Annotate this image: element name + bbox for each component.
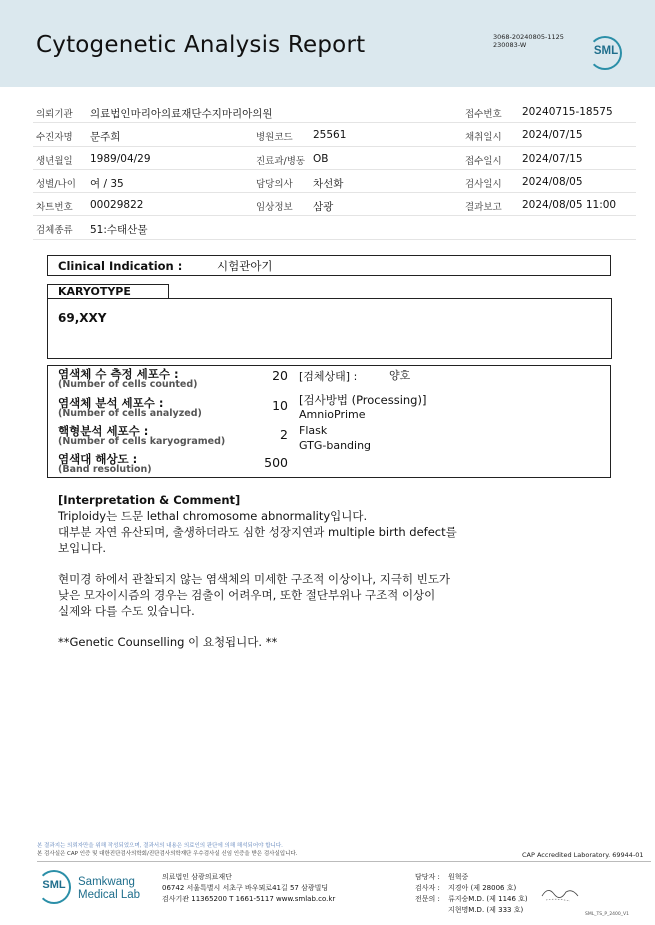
report-header (0, 0, 655, 87)
cells-karyogramed-value: 2 (280, 427, 288, 442)
specimen-status-label: [검체상태] : (299, 370, 358, 383)
comment-line: **Genetic Counselling 이 요청됩니다. ** (58, 635, 278, 649)
comment-line: 보입니다. (58, 541, 107, 555)
info-row: 차트번호 00029822 임상정보 삼광 결과보고 2024/08/05 11:00 (33, 193, 636, 216)
info-row: 성별/나이 여 / 35 담당의사 차선화 검사일시 2024/08/05 (33, 170, 636, 193)
lab-address: 의료법인 삼광의료재단 06742 서울특별시 서초구 바우뫼로41길 57 삼광빌딩 검사기관 11365200 T 1661-5117 www.smlab.co.kr (162, 873, 336, 903)
comment-heading: [Interpretation & Comment] (58, 493, 241, 507)
signature-icon (540, 882, 580, 904)
interpretation-comment (58, 492, 558, 650)
doctor: 차선화 (313, 177, 344, 190)
patient-name: 문주희 (90, 131, 121, 144)
sml-logo-text: SML (593, 45, 619, 57)
karyotype-tab: KARYOTYPE (47, 284, 169, 298)
footer-notes: 본 결과지는 의뢰자만을 위해 작성되었으며, 결과서의 내용은 의료인의 판단에 의해 해석되어야 합니다. 본 검사실은 CAP 인증 및 대한진단검사의학회/진단검사의학재단 우수검사실 신임 인증을 받은 검사실입니다. (37, 843, 298, 857)
test-date: 2024/08/05 (522, 175, 583, 188)
karyotype-value: 69,XXY (58, 311, 107, 325)
specimen-type: 51:수태산물 (90, 224, 148, 237)
cells-karyogramed: 핵형분석 세포수 : (Number of cells karyogramed) (58, 424, 226, 447)
band-resolution: 염색대 해상도 : (Band resolution) (58, 452, 152, 475)
info-row: 의뢰기관 의료법인마리아의료재단수지마리아의원 접수번호 20240715-18575 (33, 100, 636, 123)
birth-date: 1989/04/29 (90, 152, 151, 165)
hospital-code: 25561 (313, 129, 347, 142)
cells-counted-value: 20 (272, 368, 288, 383)
lab-name: Samkwang Medical Lab (78, 876, 141, 901)
sex-age: 여 / 35 (90, 177, 124, 190)
comment-line: 현미경 하에서 관찰되지 않는 염색체의 미세한 구조적 이상이나, 지극히 빈도가 (58, 572, 451, 586)
collection-date: 2024/07/15 (522, 129, 583, 142)
comment-line: 실제와 다를 수도 있습니다. (58, 604, 195, 618)
requesting-institution: 의료법인마리아의료재단수지마리아의원 (90, 108, 273, 120)
footer-divider (37, 861, 651, 862)
report-code: 3068-20240805-1125 230083-W (493, 33, 564, 49)
chart-number: 00029822 (90, 199, 144, 212)
cell-counts-box (47, 365, 611, 478)
info-row: 생년월일 1989/04/29 진료과/병동 OB 접수일시 2024/07/15 (33, 147, 636, 170)
cap-accreditation: CAP Accredited Laboratory. 69944-01 (522, 851, 644, 859)
comment-line: 대부분 자연 유산되며, 출생하더라도 심한 성장지연과 multiple birth defect를 (58, 525, 457, 539)
sml-footer-logo-text: SML (42, 879, 66, 891)
report-title: Cytogenetic Analysis Report (36, 32, 366, 58)
document-code: SML_TS_P_2400_V1 (585, 912, 629, 917)
info-row: 검체종류 51:수태산물 (33, 216, 636, 239)
method-item: Flask (299, 424, 328, 437)
band-resolution-value: 500 (264, 455, 288, 470)
cells-counted: 염색체 수 측정 세포수 : (Number of cells counted) (58, 367, 198, 390)
receipt-number: 20240715-18575 (522, 106, 613, 118)
patient-info-table (33, 100, 636, 240)
receipt-date: 2024/07/15 (522, 152, 583, 165)
clinical-indication-value: 시험관아기 (217, 259, 273, 273)
method-label: [검사방법 (Processing)] (299, 393, 427, 407)
specimen-status-value: 양호 (389, 369, 411, 382)
karyotype-box (47, 298, 612, 359)
comment-line: 낮은 모자이시즘의 경우는 검출이 어려우며, 또한 절단부위나 구조적 이상이 (58, 588, 436, 602)
clinical-info: 삼광 (313, 201, 334, 214)
report-date: 2024/08/05 11:00 (522, 199, 617, 212)
cells-analyzed-value: 10 (272, 398, 288, 413)
method-item: AmnioPrime (299, 408, 366, 421)
cells-analyzed: 염색체 분석 세포수 : (Number of cells analyzed) (58, 396, 202, 419)
method-item: GTG-banding (299, 439, 372, 452)
comment-line: Triploidy는 드문 lethal chromosome abnormality입니다. (58, 509, 368, 523)
signatories: 담당자 : 원혁중 검사자 : 지경아 (제 28006 호) 전문의 : 류지숭M.D. (제 1146 호) 지현명M.D. (제 333 호) (415, 873, 528, 914)
clinical-indication: Clinical Indication : 시험관아기 (47, 255, 611, 276)
info-row: 수진자명 문주희 병원코드 25561 채취일시 2024/07/15 (33, 123, 636, 146)
department: OB (313, 152, 329, 165)
